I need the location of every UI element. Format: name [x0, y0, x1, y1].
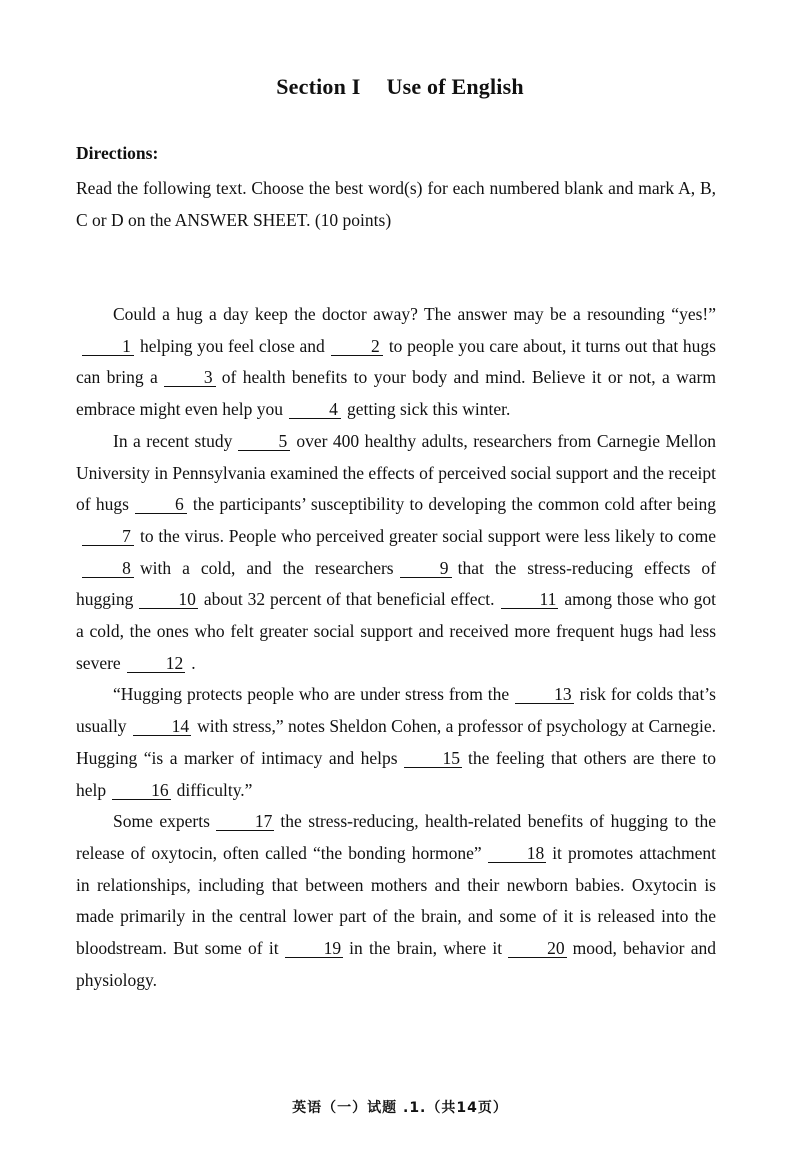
answer-blank: 2	[331, 337, 383, 356]
answer-blank: 11	[501, 590, 559, 609]
answer-blank: 15	[404, 749, 463, 768]
passage-paragraph-2: In a recent study 5 over 400 healthy adults, researchers from Carnegie Mellon University in Pennsylvania examined the effects of perceived social support and the receipt of hugs 6 the participants’ susceptibility to developing the common cold after being7 to the virus. People who perceived greater social support were less likely to come8 with a cold, and the researchers 9 that the stress-reducing effects of hugging 10 about 32 percent of that beneficial effect. 11 among those who got a cold, the ones who felt greater social support and received more frequent hugs had less severe 12 .	[76, 430, 716, 673]
answer-blank: 6	[135, 495, 187, 514]
section-title-right: Use of English	[386, 74, 524, 99]
answer-blank: 9	[400, 559, 452, 578]
answer-blank: 1	[82, 337, 134, 356]
section-title-left: Section I	[276, 74, 361, 99]
passage-paragraph-3: “Hugging protects people who are under stress from the 13 risk for colds that’s usually 14 with stress,” notes Sheldon Cohen, a professor of psychology at Carnegie. Hugging “is a marker of intimacy and helps 15 the feeling that others are there to help 16 difficulty.”	[76, 684, 716, 800]
answer-blank: 18	[488, 844, 547, 863]
cloze-passage	[76, 299, 716, 996]
answer-blank: 12	[127, 654, 186, 673]
answer-blank: 10	[139, 590, 198, 609]
directions-text: Read the following text. Choose the best word(s) for each numbered blank and mark A, B, C or D on the ANSWER SHEET. (10 points)	[76, 178, 716, 230]
answer-blank: 4	[289, 400, 341, 419]
answer-blank: 7	[82, 527, 134, 546]
page-footer: 英语（一）试题 .1.（共14页）	[292, 1100, 508, 1116]
answer-blank: 13	[515, 685, 574, 704]
answer-blank: 8	[82, 559, 134, 578]
answer-blank: 14	[133, 717, 192, 736]
directions-heading: Directions:	[76, 143, 159, 163]
answer-blank: 16	[112, 781, 171, 800]
section-title	[0, 74, 800, 100]
answer-blank: 20	[508, 939, 567, 958]
answer-blank: 17	[216, 812, 275, 831]
answer-blank: 5	[238, 432, 290, 451]
answer-blank: 3	[164, 368, 216, 387]
passage-paragraph-1: Could a hug a day keep the doctor away? The answer may be a resounding “yes!”1 helping you feel close and 2 to people you care about, it turns out that hugs can bring a 3 of health benefits to your body and mind. Believe it or not, a warm embrace might even help you 4 getting sick this winter.	[76, 304, 716, 420]
passage-paragraph-4: Some experts 17 the stress-reducing, health-related benefits of hugging to the release of oxytocin, often called “the bonding hormone” 18 it promotes attachment in relationships, including that between mothers and their newborn babies. Oxytocin is made primarily in the central lower part of the brain, and some of it is released into the bloodstream. But some of it 19 in the brain, where it 20 mood, behavior and physiology.	[76, 811, 717, 990]
answer-blank: 19	[285, 939, 344, 958]
